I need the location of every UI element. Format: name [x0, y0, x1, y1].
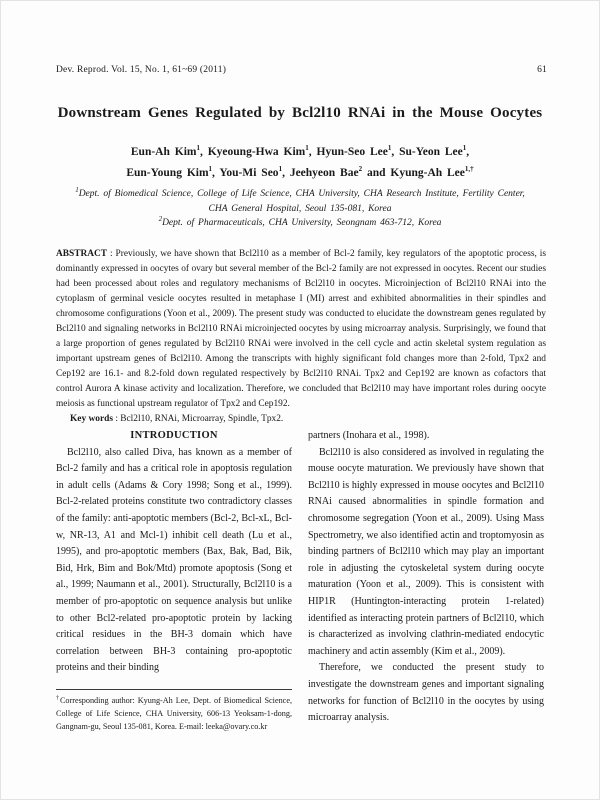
authors-block [41, 142, 559, 184]
keywords-line [56, 412, 546, 427]
abstract-paragraph [56, 247, 546, 412]
introduction-paragraph-3: Therefore, we conducted the present study to investigate the downstream genes and important signaling networks for function of Bcl2l10 in the oocytes by using microarray analysis. [308, 662, 544, 724]
authors-line-1: Eun-Ah Kim$^1$, Kyeoung-Hwa Kim$^1$, Hyun-Seo Lee$^1$, Su-Yeon Lee$^1$, [130, 144, 470, 158]
affiliation-1: $^1$Dept. of Biomedical Science, College of Life Science, CHA University, CHA Research Institute, Fertility Center, CHA General Hospital, Seoul 135-081, Korea [75, 185, 525, 214]
page-header [56, 65, 547, 75]
corresponding-author-note [56, 689, 292, 733]
abstract-separator: : [107, 249, 116, 259]
keywords-label: Key words [70, 414, 113, 424]
article-title: Downstream Genes Regulated by Bcl2l10 RNAi in the Mouse Oocytes [57, 105, 543, 121]
abstract-section [56, 247, 546, 427]
introduction-paragraph-left: Bcl2l10, also called Diva, has known as a member of Bcl-2 family and has a critical role in apoptosis regulation in adult cells (Adams & Cory 1998; Song et al., 1999). Bcl-2-related proteins constitute two contradictory classes of the family: anti-apoptotic members (Bcl-2, Bcl-xL, Bcl-w, NR-13, A1 and Mcl-1) inhibit cell death (Lu et al., 1995), and pro-apoptotic members (Bax, Bak, Bad, Bik, Bid, Hrk, Bim and Bok/Mtd) promote apoptosis (Song et al., 1999; Naumann et al., 2001). Structurally, Bcl2l10 is a member of pro-apoptotic on sequence analysis but unlike to other Bcl2-related pro-apoptotic protein by lacking critical residues in the BH-3 domain which have correlation between BH-3 containing pro-apoptotic proteins and their binding [56, 446, 292, 674]
abstract-text: Previously, we have shown that Bcl2l10 as a member of Bcl-2 family, key regulators of the apoptotic process, is dominantly expressed in oocytes of ovary but several member of the Bcl-2 family are not expressed in oocytes. Recent our studies had been processed about roles and regulatory mechanisms of Bcl2l10 in oocytes. Microinjection of Bcl2l10 RNAi into the cytoplasm of germinal vesicle oocytes resulted in metaphase I (MI) arrest and exhibited abnormalities in their spindles and chromosome configurations (Yoon et al., 2009). The present study was conducted to elucidate the downstream genes regulated by Bcl2l10 and signaling networks in Bcl2l10 RNAi microinjected oocytes by using microarray analysis. Surprisingly, we found that a large proportion of genes regulated by Bcl2l10 RNAi were involved in the cell cycle and actin skeletal system regulation as important upstream genes of Bcl2l10. Among the transcripts with highly significant fold changes more than 2-fold, Tpx2 and Cep192 are 16.1- and 8.2-fold down regulated respectively by Bcl2l10 RNAi. Tpx2 and Cep192 are known as cofactors that control Aurora A kinase activity and localization. Therefore, we concluded that Bcl2l10 may have important roles during oocyte meiosis as functional upstream regulator of Tpx2 and Cep192. [56, 249, 547, 409]
left-column [56, 428, 292, 733]
journal-citation: Dev. Reprod. Vol. 15, No. 1, 61~69 (2011) [56, 65, 227, 75]
right-column [308, 428, 544, 733]
body-columns [56, 428, 544, 733]
affiliations-block [71, 187, 529, 231]
abstract-label: ABSTRACT [56, 249, 108, 259]
keywords-separator: : [112, 414, 121, 424]
affiliation-2: $^2$Dept. of Pharmaceuticals, CHA University, Seongnam 463-712, Korea [158, 214, 442, 228]
introduction-paragraph-2: Bcl2l10 is also considered as involved in regulating the mouse oocyte maturation. We previously have shown that Bcl2l10 is highly expressed in mouse oocytes and Bcl2l10 RNAi caused abnormalities in spindle formation and chromosome segregation (Yoon et al., 2009). Using Mass Spectrometry, we also identified actin and troptomyosin as binding partners of Bcl2l10 which may play an important role in adjusting the cytoskeletal system during oocyte maturation (Yoon et al., 2009). This is consistent with HIP1R (Huntington-interacting protein 1-related) identified as interacting protein partners of Bcl2l10, which is characterized as involving clathrin-mediated endocytic machinery and actin assembly (Kim et al., 2009). [308, 446, 544, 657]
keywords-text: Bcl2l10, RNAi, Microarray, Spindle, Tpx2. [120, 414, 284, 424]
introduction-paragraph-continuation: partners (Inohara et al., 1998). [308, 430, 430, 441]
authors-line-2: Eun-Young Kim$^1$, You-Mi Seo$^1$, Jeehyeon Bae$^2$ and Kyung-Ah Lee$^{1,\dagger}$ [126, 165, 474, 179]
footnote-text: †Corresponding author: Kyung-Ah Lee, Dept. of Biomedical Science, College of Life Science, CHA University, 606-13 Yeoksam-1-dong, Gangnam-gu, Seoul 135-081, Korea. E-mail: leeka@ovary.co.kr [56, 695, 292, 731]
page-number: 61 [537, 65, 547, 75]
introduction-heading: INTRODUCTION [130, 430, 218, 441]
